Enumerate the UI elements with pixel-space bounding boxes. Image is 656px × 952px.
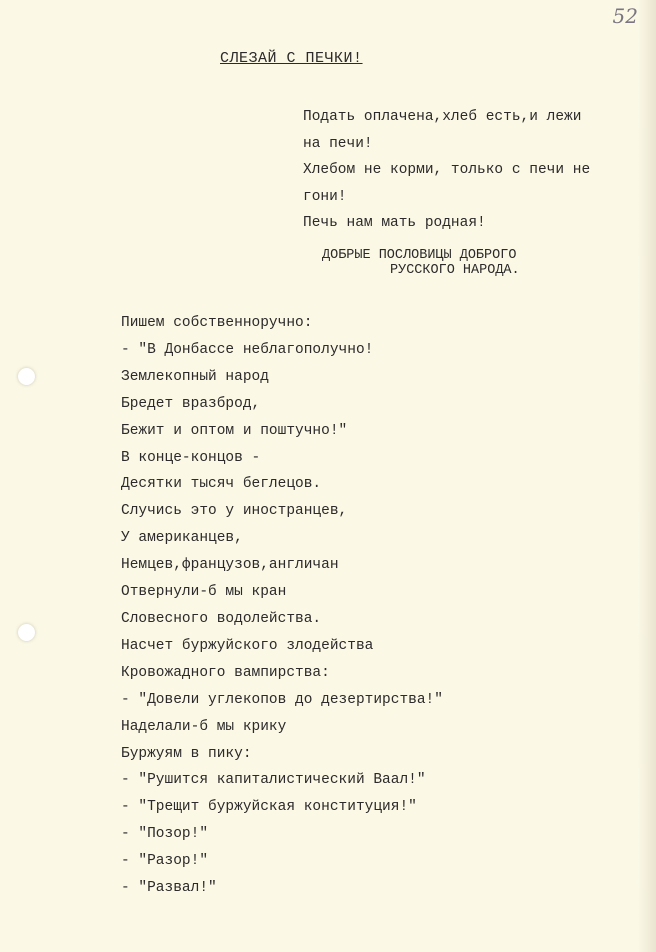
epigraph-line: на печи! [303,135,373,152]
epigraph-attribution [322,248,520,278]
page-number: 52 [612,4,638,28]
poem-line: - "Разор!" [121,853,209,870]
poem-line: Бредет вразброд, [121,395,261,412]
poem-line: Буржуям в пику: [121,745,252,762]
poem-line: Словесного водолейства. [121,610,322,627]
poem-line: Случись это у иностранцев, [121,503,348,520]
epigraph-line: Хлебом не корми, только с печи не [303,162,591,178]
poem-line: - "Позор!" [121,826,209,843]
poem-line: - "Рушится капиталистический Ваал!" [121,772,426,789]
poem-line: - "Довели углекопов до дезертирства!" [121,691,443,708]
poem-line: Кровожадного вампирства: [121,664,330,681]
poem-title: СЛЕЗАЙ С ПЕЧКИ! [220,50,363,67]
poem-line: Отвернули-б мы кран [121,584,287,601]
poem-line: Наделали-б мы крику [121,718,287,735]
poem-line: - "В Донбассе неблагополучно! [121,341,374,358]
poem-line: Бежит и оптом и поштучно!" [121,422,348,439]
epigraph-line: Подать оплачена,хлеб есть,и лежи [303,109,582,125]
poem-body [121,310,621,902]
epigraph [303,104,633,237]
poem-line: Десятки тысяч беглецов. [121,476,322,493]
poem-line: Пишем собственноручно: [121,315,313,331]
page-edge-shadow [638,0,656,952]
punch-hole [18,624,35,641]
epigraph-line: Печь нам мать родная! [303,215,486,231]
poem-line: - "Развал!" [121,880,217,897]
attribution-line: ДОБРЫЕ ПОСЛОВИЦЫ ДОБРОГО [322,248,517,263]
punch-hole [18,368,35,385]
poem-line: В конце-концов - [121,449,261,466]
attribution-line: РУССКОГО НАРОДА. [390,263,520,278]
poem-line: - "Трещит буржуйская конституция!" [121,799,417,816]
epigraph-line: гони! [303,188,347,205]
poem-line: Землекопный народ [121,368,269,385]
poem-line: Насчет буржуйского злодейства [121,637,374,654]
poem-line: У американцев, [121,530,243,547]
poem-line: Немцев,французов,англичан [121,557,339,574]
